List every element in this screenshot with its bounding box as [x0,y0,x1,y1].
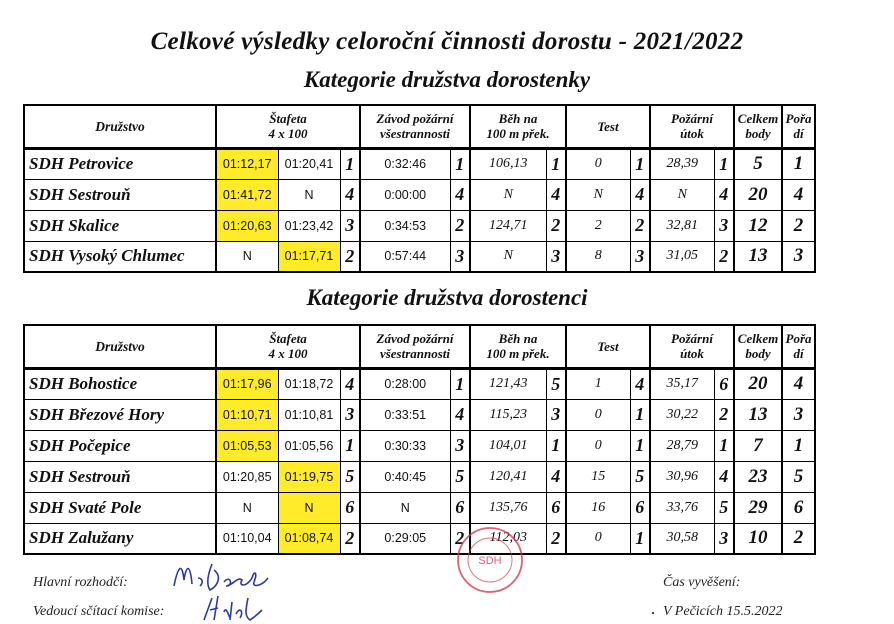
final-order: 3 [782,241,815,272]
header-all-around [360,325,470,368]
header-team [24,105,216,148]
total-points: 12 [734,210,782,241]
header-relay-text: 4 x 100 [268,126,308,142]
header-run-text: Běh na [498,111,538,127]
fire-attack-rank: 5 [714,492,734,523]
header-all-around-text: Závod požární [376,331,454,347]
fire-attack-time: 33,76 [650,492,714,523]
header-row [24,325,815,368]
committee-head-label: Vedoucí sčítací komise: [33,604,165,619]
relay-rank: 1 [340,430,360,461]
relay-run-1: 01:10,71 [216,399,278,430]
fire-attack-time: 30,22 [650,399,714,430]
relay-run-2: 01:19,75 [278,461,340,492]
test-points: 16 [566,492,630,523]
fire-attack-rank: 4 [714,179,734,210]
test-points: N [566,179,630,210]
all-around-time: 0:40:45 [360,461,450,492]
fire-attack-time: N [650,179,714,210]
relay-run-1: N [216,492,278,523]
relay-run-1: 01:05,53 [216,430,278,461]
all-around-rank: 2 [450,210,470,241]
relay-rank: 3 [340,399,360,430]
final-order: 1 [782,148,815,179]
team-name: SDH Vysoký Chlumec [24,241,216,272]
header-fire-attack-text: útok [680,346,704,362]
header-run-text: 100 m přek. [486,126,550,142]
final-order: 6 [782,492,815,523]
total-points: 5 [734,148,782,179]
table-row [24,179,815,210]
header-total-text: body [745,126,771,142]
relay-run-1: 01:20,63 [216,210,278,241]
test-points: 0 [566,148,630,179]
team-name: SDH Sestrouň [24,461,216,492]
header-team-text: Družstvo [95,338,145,354]
relay-run-1: 01:10,04 [216,523,278,554]
header-row [24,105,815,148]
all-around-rank: 2 [450,523,470,554]
run-rank: 2 [546,523,566,554]
header-fire-attack-text: Požární [671,331,713,347]
header-run [470,105,566,148]
fire-attack-rank: 6 [714,368,734,399]
relay-run-2: 01:10,81 [278,399,340,430]
run-rank: 3 [546,241,566,272]
header-team [24,325,216,368]
fire-attack-time: 28,79 [650,430,714,461]
relay-run-1: 01:41,72 [216,179,278,210]
total-points: 29 [734,492,782,523]
team-name: SDH Petrovice [24,148,216,179]
table-row [24,148,815,179]
header-run-text: 100 m přek. [486,346,550,362]
header-order-text: dí [793,126,804,142]
relay-rank: 3 [340,210,360,241]
test-rank: 1 [630,430,650,461]
relay-rank: 6 [340,492,360,523]
table-row [24,492,815,523]
run-points: 120,41 [470,461,546,492]
run-points: N [470,241,546,272]
relay-run-1: 01:12,17 [216,148,278,179]
test-rank: 6 [630,492,650,523]
header-relay-text: 4 x 100 [268,346,308,362]
team-name: SDH Skalice [24,210,216,241]
header-test [566,325,650,368]
test-rank: 1 [630,399,650,430]
header-test [566,105,650,148]
relay-rank: 4 [340,179,360,210]
relay-run-2: N [278,492,340,523]
relay-rank: 5 [340,461,360,492]
relay-run-2: 01:17,71 [278,241,340,272]
fire-attack-time: 32,81 [650,210,714,241]
total-points: 23 [734,461,782,492]
chief-judge-label: Hlavní rozhodčí: [33,575,128,590]
run-points: 104,01 [470,430,546,461]
table-row [24,241,815,272]
run-rank: 1 [546,148,566,179]
header-total [734,105,782,148]
relay-rank: 2 [340,523,360,554]
run-points: 124,71 [470,210,546,241]
all-around-time: 0:30:33 [360,430,450,461]
relay-rank: 4 [340,368,360,399]
test-rank: 1 [630,148,650,179]
relay-run-2: 01:05,56 [278,430,340,461]
team-name: SDH Bohostice [24,368,216,399]
fire-attack-rank: 1 [714,430,734,461]
team-name: SDH Svaté Pole [24,492,216,523]
place-date: V Pečicích 15.5.2022 [663,604,783,619]
header-order [782,325,815,368]
fire-attack-rank: 4 [714,461,734,492]
results-table-girls [23,104,816,273]
relay-run-1: 01:17,96 [216,368,278,399]
test-points: 0 [566,399,630,430]
test-points: 15 [566,461,630,492]
table-row [24,399,815,430]
table-row [24,430,815,461]
header-all-around-text: všestrannosti [379,346,451,362]
header-team-text: Družstvo [95,118,145,134]
header-fire-attack-text: Požární [671,111,713,127]
header-run [470,325,566,368]
fire-attack-rank: 2 [714,399,734,430]
final-order: 2 [782,523,815,554]
test-points: 0 [566,523,630,554]
page-title: Celkové výsledky celoroční činnosti dorostu - 2021/2022 [150,28,744,55]
test-rank: 2 [630,210,650,241]
header-order-text: Pořa [785,111,812,127]
header-fire-attack [650,105,734,148]
test-points: 0 [566,430,630,461]
fire-attack-time: 31,05 [650,241,714,272]
all-around-rank: 4 [450,179,470,210]
header-total-text: body [745,346,771,362]
relay-run-2: 01:23,42 [278,210,340,241]
results-table-boys [23,324,816,555]
test-rank: 5 [630,461,650,492]
final-order: 4 [782,368,815,399]
header-order-text: dí [793,346,804,362]
relay-run-1: 01:20,85 [216,461,278,492]
run-points: 115,23 [470,399,546,430]
all-around-rank: 1 [450,148,470,179]
run-points: 135,76 [470,492,546,523]
header-test-text: Test [597,118,619,134]
total-points: 10 [734,523,782,554]
total-points: 7 [734,430,782,461]
run-rank: 4 [546,179,566,210]
all-around-time: 0:34:53 [360,210,450,241]
table-row [24,210,815,241]
test-points: 1 [566,368,630,399]
final-order: 4 [782,179,815,210]
run-rank: 6 [546,492,566,523]
committee-signature [200,592,270,624]
relay-run-2: 01:18,72 [278,368,340,399]
header-order [782,105,815,148]
test-rank: 1 [630,523,650,554]
header-relay-text: Štafeta [269,331,307,347]
category-title-girls: Kategorie družstva dorostenky [303,67,591,92]
all-around-time: 0:32:46 [360,148,450,179]
test-points: 2 [566,210,630,241]
team-name: SDH Počepice [24,430,216,461]
header-order-text: Pořa [785,331,812,347]
final-order: 1 [782,430,815,461]
run-points: 121,43 [470,368,546,399]
run-rank: 4 [546,461,566,492]
relay-rank: 1 [340,148,360,179]
header-all-around [360,105,470,148]
fire-attack-time: 30,58 [650,523,714,554]
run-rank: 1 [546,430,566,461]
team-name: SDH Zalužany [24,523,216,554]
relay-run-1: N [216,241,278,272]
relay-run-2: N [278,179,340,210]
all-around-rank: 4 [450,399,470,430]
relay-run-2: 01:20,41 [278,148,340,179]
final-order: 2 [782,210,815,241]
all-around-rank: 1 [450,368,470,399]
fire-attack-time: 35,17 [650,368,714,399]
header-total-text: Celkem [737,331,779,347]
fire-attack-rank: 3 [714,523,734,554]
total-points: 13 [734,241,782,272]
team-name: SDH Březové Hory [24,399,216,430]
header-fire-attack [650,325,734,368]
all-around-rank: 6 [450,492,470,523]
test-points: 8 [566,241,630,272]
relay-run-2: 01:08,74 [278,523,340,554]
fire-attack-time: 30,96 [650,461,714,492]
all-around-rank: 3 [450,241,470,272]
run-rank: 2 [546,210,566,241]
all-around-rank: 5 [450,461,470,492]
final-order: 3 [782,399,815,430]
header-total [734,325,782,368]
header-total-text: Celkem [737,111,779,127]
all-around-time: 0:33:51 [360,399,450,430]
fire-attack-rank: 3 [714,210,734,241]
fire-attack-time: 28,39 [650,148,714,179]
final-order: 5 [782,461,815,492]
category-title-boys: Kategorie družstva dorostenci [306,285,588,310]
total-points: 13 [734,399,782,430]
run-points: 106,13 [470,148,546,179]
header-all-around-text: Závod požární [376,111,454,127]
posting-time-label: Čas vyvěšení: [663,575,741,590]
total-points: 20 [734,368,782,399]
header-all-around-text: všestrannosti [379,126,451,142]
header-relay [216,325,360,368]
test-rank: 3 [630,241,650,272]
run-rank: 5 [546,368,566,399]
relay-rank: 2 [340,241,360,272]
run-points: 112,03 [470,523,546,554]
all-around-rank: 3 [450,430,470,461]
header-relay-text: Štafeta [269,111,307,127]
run-rank: 3 [546,399,566,430]
fire-attack-rank: 1 [714,148,734,179]
all-around-time: 0:57:44 [360,241,450,272]
header-relay [216,105,360,148]
all-around-time: 0:29:05 [360,523,450,554]
fire-attack-rank: 2 [714,241,734,272]
header-test-text: Test [597,338,619,354]
table-row [24,461,815,492]
total-points: 20 [734,179,782,210]
header-run-text: Běh na [498,331,538,347]
test-rank: 4 [630,179,650,210]
header-fire-attack-text: útok [680,126,704,142]
table-row [24,523,815,554]
test-rank: 4 [630,368,650,399]
all-around-time: 0:28:00 [360,368,450,399]
all-around-time: N [360,492,450,523]
dot-mark [652,612,654,614]
stamp-text: SDH [478,555,502,567]
table-row [24,368,815,399]
all-around-time: 0:00:00 [360,179,450,210]
round-stamp [454,520,526,600]
team-name: SDH Sestrouň [24,179,216,210]
run-points: N [470,179,546,210]
